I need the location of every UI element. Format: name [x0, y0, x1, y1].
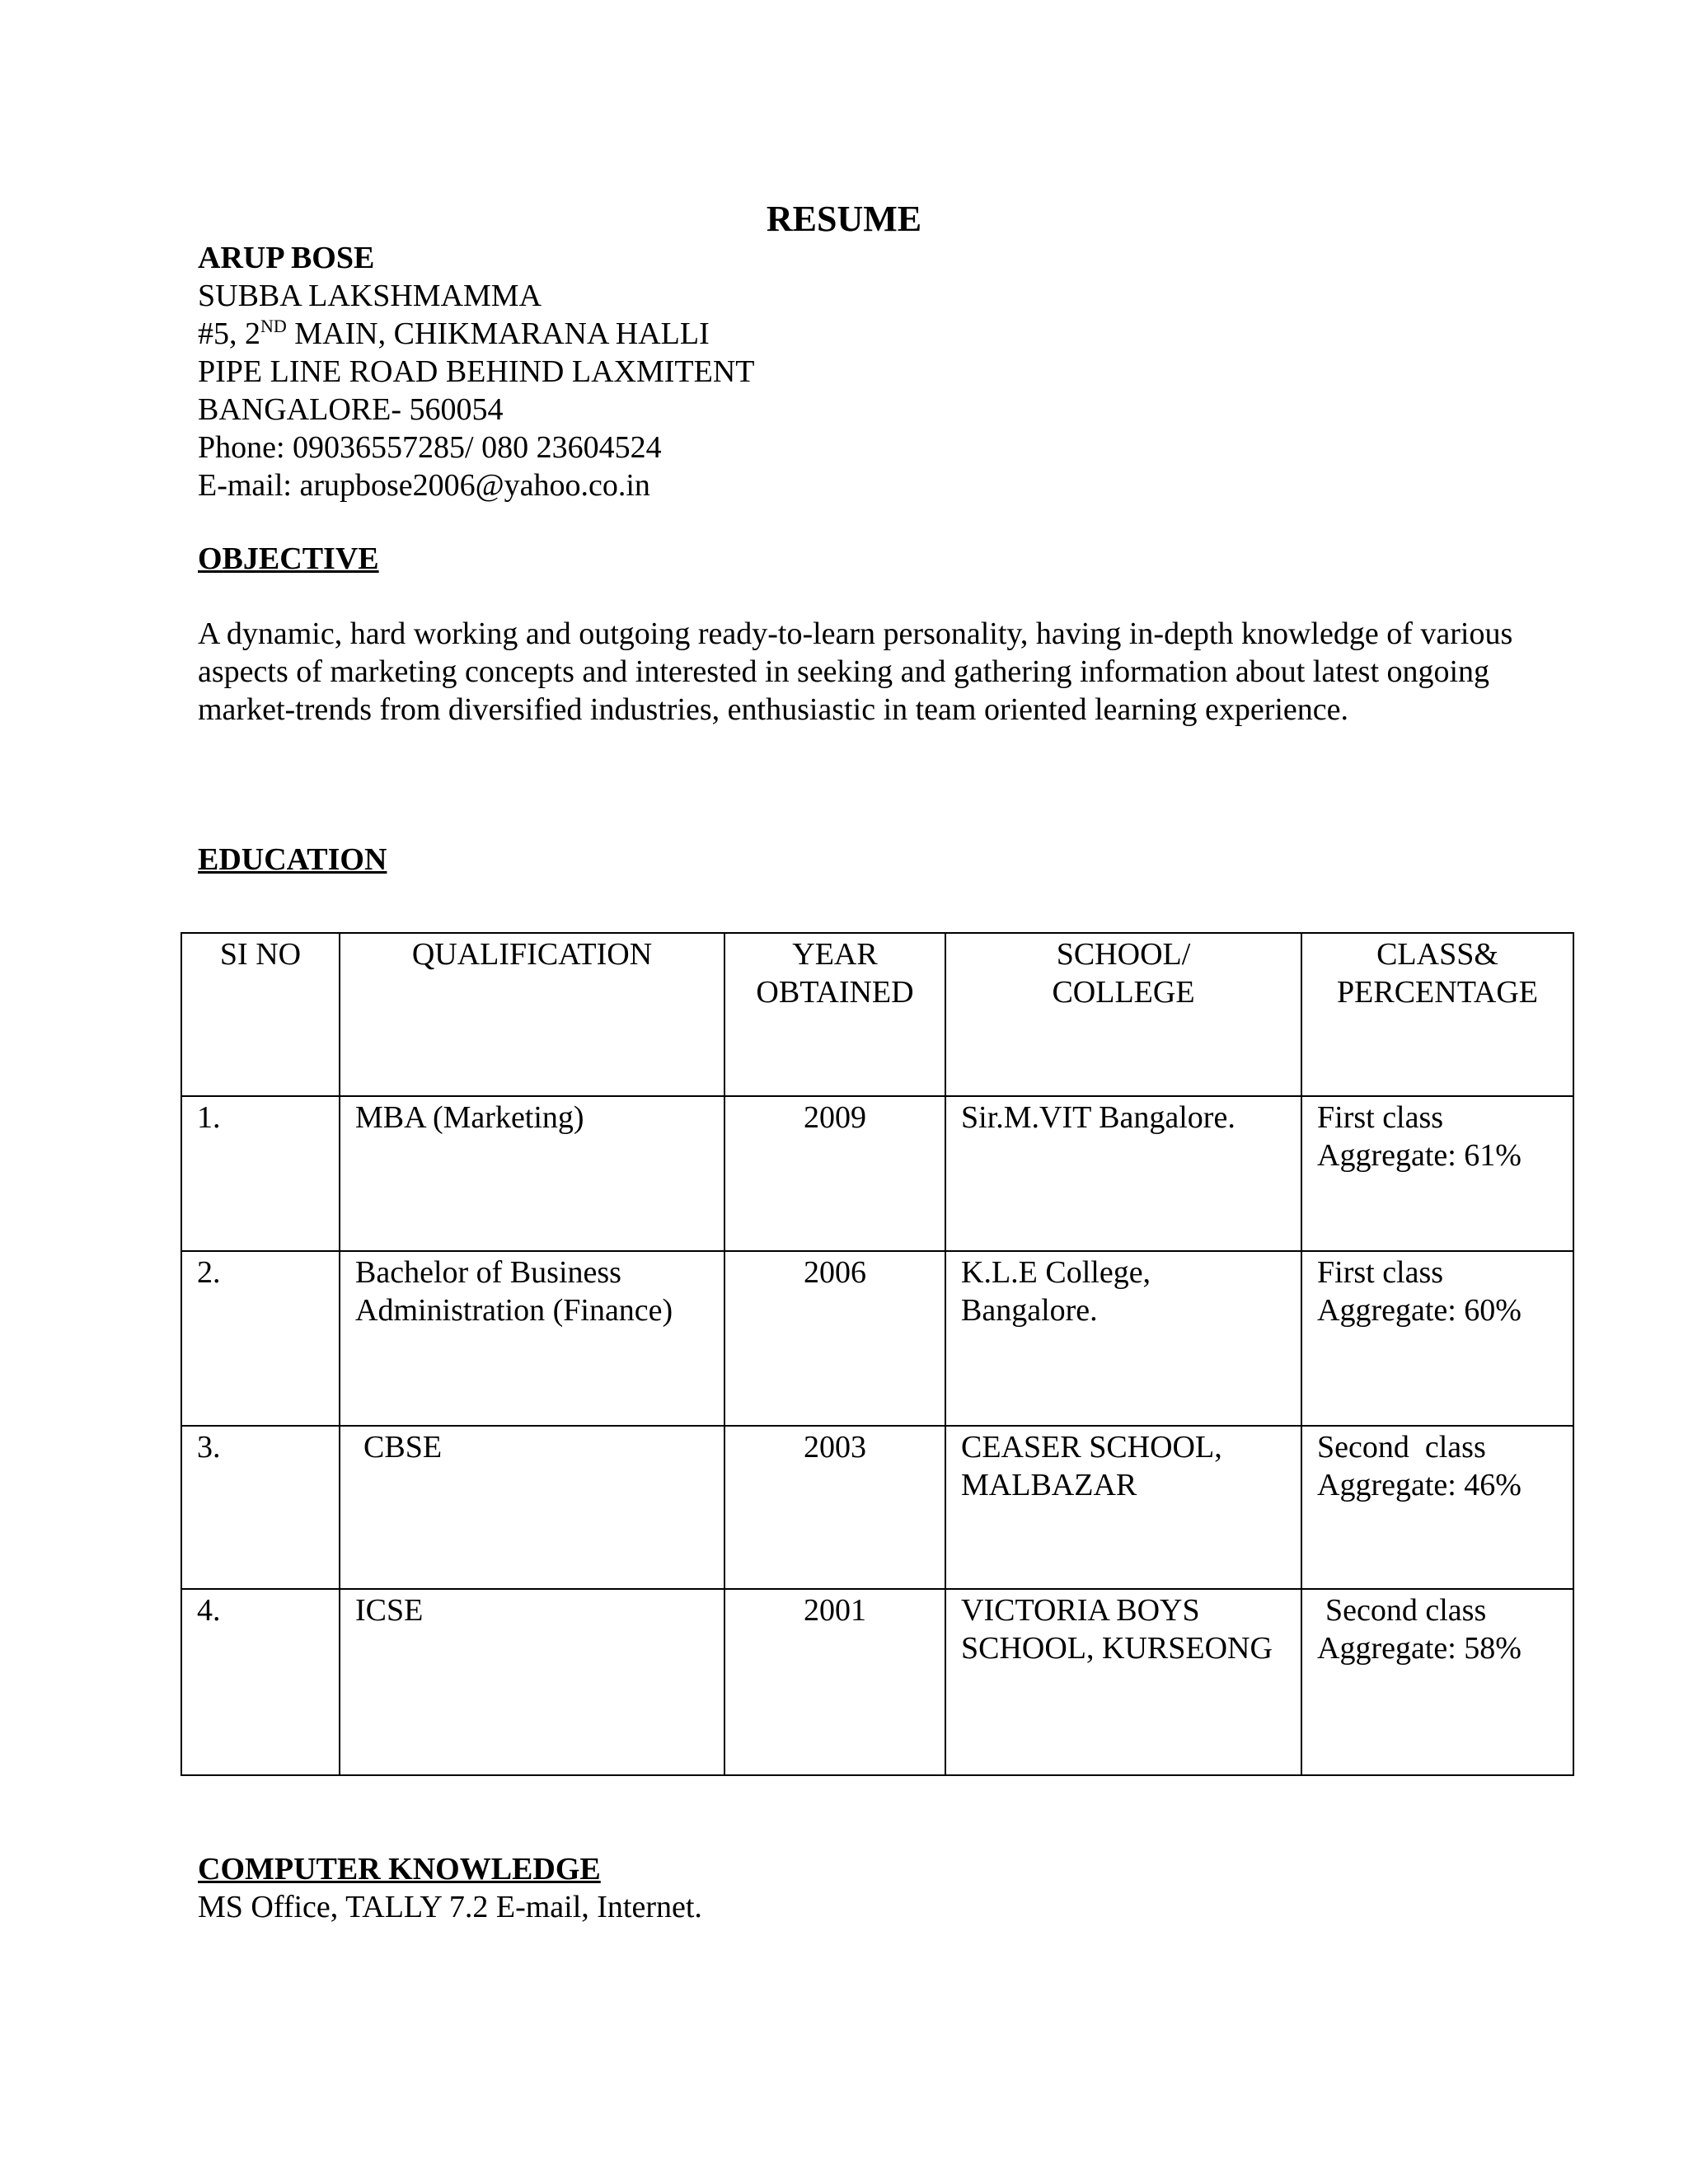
cell-class: Second class Aggregate: 46% — [1301, 1426, 1573, 1589]
address-line-2-start: #5, 2 — [198, 316, 260, 351]
header-year: YEAR OBTAINED — [724, 933, 945, 1096]
table-header-row — [181, 933, 1573, 1096]
cell-class: Second class Aggregate: 58% — [1301, 1589, 1573, 1775]
objective-heading: OBJECTIVE — [198, 541, 379, 576]
education-table — [181, 932, 1574, 1776]
objective-text: A dynamic, hard working and outgoing ready-to-learn personality, having in-depth knowledge of various aspects of marketing concepts and interested in seeking and gathering information about latest ongoing market-trends from diversified industries, enthusiastic in team oriented learning experience. — [198, 616, 1513, 727]
cell-school: VICTORIA BOYS SCHOOL, KURSEONG — [945, 1589, 1301, 1775]
cell-school: CEASER SCHOOL, MALBAZAR — [945, 1426, 1301, 1589]
header-qualification: QUALIFICATION — [340, 933, 724, 1096]
cell-si-no: 2. — [181, 1251, 340, 1426]
cell-si-no: 3. — [181, 1426, 340, 1589]
cell-qualification: Bachelor of Business Administration (Finance) — [340, 1251, 724, 1426]
cell-year: 2006 — [724, 1251, 945, 1426]
candidate-name: ARUP BOSE — [198, 241, 375, 275]
cell-qualification: MBA (Marketing) — [340, 1096, 724, 1251]
cell-class: First class Aggregate: 61% — [1301, 1096, 1573, 1251]
cell-year: 2001 — [724, 1589, 945, 1775]
computer-knowledge-heading: COMPUTER KNOWLEDGE — [198, 1852, 601, 1886]
contact-block — [198, 239, 754, 504]
cell-school: Sir.M.VIT Bangalore. — [945, 1096, 1301, 1251]
computer-knowledge-text: MS Office, TALLY 7.2 E-mail, Internet. — [198, 1890, 702, 1924]
email-line: E-mail: arupbose2006@yahoo.co.in — [198, 468, 650, 503]
table-row — [181, 1251, 1573, 1426]
cell-si-no: 1. — [181, 1096, 340, 1251]
phone-line: Phone: 09036557285/ 080 23604524 — [198, 430, 662, 465]
cell-qualification: ICSE — [340, 1589, 724, 1775]
header-si-no: SI NO — [181, 933, 340, 1096]
cell-school: K.L.E College, Bangalore. — [945, 1251, 1301, 1426]
table-row — [181, 1426, 1573, 1589]
cell-si-no: 4. — [181, 1589, 340, 1775]
address-line-2-end: MAIN, CHIKMARANA HALLI — [286, 316, 710, 351]
cell-year: 2009 — [724, 1096, 945, 1251]
table-row — [181, 1589, 1573, 1775]
address-line-3: PIPE LINE ROAD BEHIND LAXMITENT — [198, 354, 755, 389]
cell-qualification: CBSE — [340, 1426, 724, 1589]
ordinal-suffix: ND — [260, 316, 287, 336]
page-title: RESUME — [766, 199, 922, 239]
header-class: CLASS& PERCENTAGE — [1301, 933, 1573, 1096]
address-line-4: BANGALORE- 560054 — [198, 392, 504, 427]
address-line-1: SUBBA LAKSHMAMMA — [198, 279, 542, 313]
address-line-2 — [198, 315, 754, 353]
cell-class: First class Aggregate: 60% — [1301, 1251, 1573, 1426]
header-school: SCHOOL/ COLLEGE — [945, 933, 1301, 1096]
cell-year: 2003 — [724, 1426, 945, 1589]
table-row — [181, 1096, 1573, 1251]
education-heading: EDUCATION — [198, 842, 387, 877]
